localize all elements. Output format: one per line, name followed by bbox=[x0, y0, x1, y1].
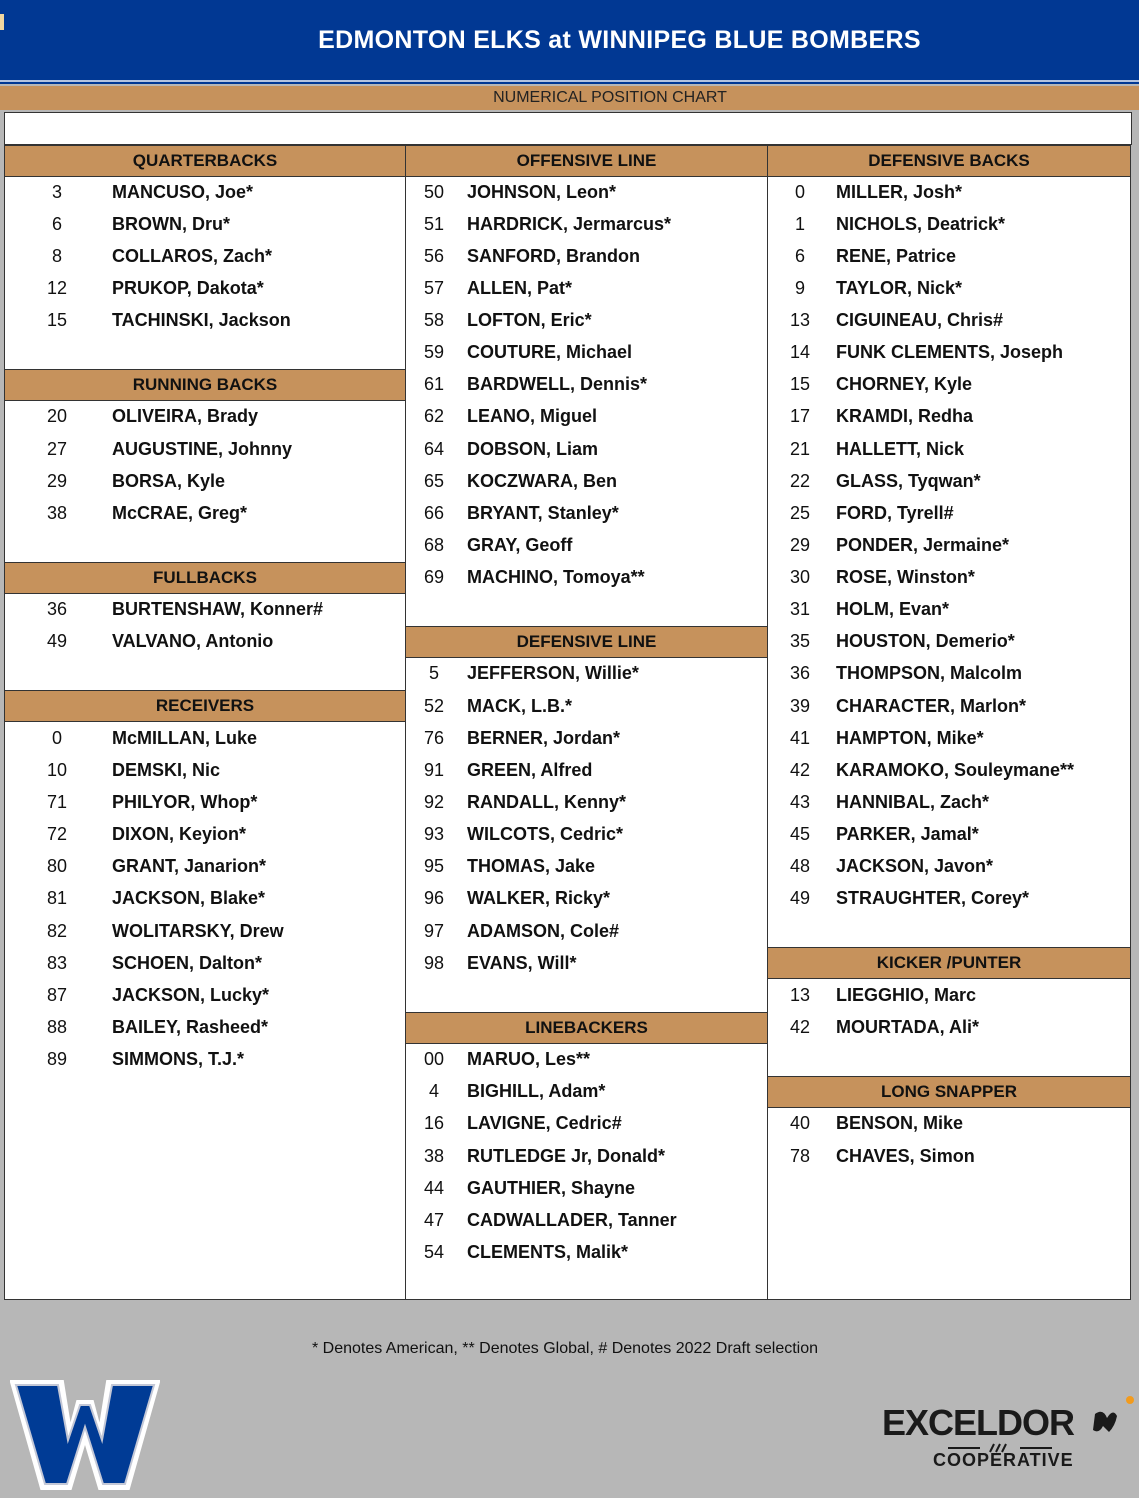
player-name: BENSON, Mike bbox=[836, 1113, 964, 1133]
player-number: 96 bbox=[423, 888, 445, 908]
player-number: 30 bbox=[789, 567, 811, 587]
player-name: SIMMONS, T.J.* bbox=[112, 1049, 245, 1069]
player-row bbox=[5, 1013, 405, 1043]
player-row bbox=[768, 820, 1130, 850]
player-row bbox=[5, 1045, 405, 1075]
player-name: FUNK CLEMENTS, Joseph bbox=[836, 342, 1064, 362]
player-number: 65 bbox=[423, 471, 445, 491]
player-name: LEANO, Miguel bbox=[467, 406, 597, 426]
player-name: WILCOTS, Cedric* bbox=[467, 824, 624, 844]
player-name: LAVIGNE, Cedric# bbox=[467, 1113, 622, 1133]
player-row bbox=[406, 949, 767, 979]
player-row bbox=[406, 820, 767, 850]
column-left bbox=[4, 144, 406, 1300]
player-name: GRAY, Geoff bbox=[467, 535, 573, 555]
player-row bbox=[5, 788, 405, 818]
column-right bbox=[767, 144, 1131, 1300]
player-number: 87 bbox=[46, 985, 68, 1005]
player-row bbox=[406, 435, 767, 465]
player-row bbox=[5, 627, 405, 657]
player-row bbox=[5, 402, 405, 432]
player-number: 10 bbox=[46, 760, 68, 780]
player-name: McCRAE, Greg* bbox=[112, 503, 248, 523]
player-row bbox=[768, 756, 1130, 786]
player-row bbox=[768, 627, 1130, 657]
player-name: EVANS, Will* bbox=[467, 953, 577, 973]
player-number: 38 bbox=[423, 1146, 445, 1166]
player-name: VALVANO, Antonio bbox=[112, 631, 274, 651]
player-number: 3 bbox=[51, 182, 62, 202]
player-name: MARUO, Les** bbox=[467, 1049, 591, 1069]
player-name: TACHINSKI, Jackson bbox=[112, 310, 291, 330]
player-number: 93 bbox=[423, 824, 445, 844]
player-name: DIXON, Keyion* bbox=[112, 824, 247, 844]
player-name: HOUSTON, Demerio* bbox=[836, 631, 1015, 651]
player-name: OLIVEIRA, Brady bbox=[112, 406, 259, 426]
player-row bbox=[768, 306, 1130, 336]
player-name: GRANT, Janarion* bbox=[112, 856, 267, 876]
player-row bbox=[406, 1238, 767, 1268]
player-number: 47 bbox=[423, 1210, 445, 1230]
player-number: 6 bbox=[794, 246, 805, 266]
player-name: MOURTADA, Ali* bbox=[836, 1017, 979, 1037]
player-row bbox=[768, 692, 1130, 722]
player-row bbox=[406, 467, 767, 497]
player-row bbox=[406, 1109, 767, 1139]
player-name: DEMSKI, Nic bbox=[112, 760, 221, 780]
player-name: BIGHILL, Adam* bbox=[467, 1081, 606, 1101]
player-name: LOFTON, Eric* bbox=[467, 310, 592, 330]
player-row bbox=[768, 852, 1130, 882]
player-number: 25 bbox=[789, 503, 811, 523]
sponsor-subtitle: COOPERATIVE bbox=[933, 1450, 1074, 1470]
player-row bbox=[768, 435, 1130, 465]
player-number: 29 bbox=[789, 535, 811, 555]
player-number: 0 bbox=[51, 728, 62, 748]
player-number: 8 bbox=[51, 246, 62, 266]
player-row bbox=[406, 884, 767, 914]
player-name: TAYLOR, Nick* bbox=[836, 278, 963, 298]
player-number: 72 bbox=[46, 824, 68, 844]
player-row bbox=[5, 467, 405, 497]
player-row bbox=[406, 563, 767, 593]
player-row bbox=[406, 274, 767, 304]
player-name: JOHNSON, Leon* bbox=[467, 182, 617, 202]
player-name: BAILEY, Rasheed* bbox=[112, 1017, 269, 1037]
player-row bbox=[5, 210, 405, 240]
player-name: ALLEN, Pat* bbox=[467, 278, 573, 298]
player-row bbox=[406, 1174, 767, 1204]
player-number: 51 bbox=[423, 214, 445, 234]
player-name: GLASS, Tyqwan* bbox=[836, 471, 981, 491]
player-row bbox=[406, 531, 767, 561]
player-row bbox=[406, 788, 767, 818]
player-row bbox=[768, 724, 1130, 754]
player-row bbox=[406, 338, 767, 368]
player-name: BARDWELL, Dennis* bbox=[467, 374, 647, 394]
player-row bbox=[406, 1045, 767, 1075]
player-number: 68 bbox=[423, 535, 445, 555]
player-row bbox=[406, 756, 767, 786]
subheader-bar bbox=[0, 86, 1139, 110]
player-name: GREEN, Alfred bbox=[467, 760, 593, 780]
player-name: BURTENSHAW, Konner# bbox=[112, 599, 324, 619]
player-name: BERNER, Jordan* bbox=[467, 728, 621, 748]
player-row bbox=[768, 467, 1130, 497]
player-row bbox=[5, 820, 405, 850]
section-header: KICKER /PUNTER bbox=[768, 947, 1130, 979]
player-name: MACHINO, Tomoya** bbox=[467, 567, 645, 587]
player-number: 15 bbox=[789, 374, 811, 394]
player-name: DOBSON, Liam bbox=[467, 439, 599, 459]
player-number: 15 bbox=[46, 310, 68, 330]
player-number: 39 bbox=[789, 696, 811, 716]
player-row bbox=[5, 595, 405, 625]
player-name: THOMAS, Jake bbox=[467, 856, 596, 876]
player-row bbox=[406, 724, 767, 754]
player-number: 80 bbox=[46, 856, 68, 876]
player-row bbox=[406, 402, 767, 432]
player-row bbox=[768, 178, 1130, 208]
player-number: 56 bbox=[423, 246, 445, 266]
section-header: DEFENSIVE BACKS bbox=[768, 145, 1130, 177]
player-name: RANDALL, Kenny* bbox=[467, 792, 627, 812]
sponsor-name: EXCELDOR bbox=[882, 1402, 1075, 1443]
player-name: RUTLEDGE Jr, Donald* bbox=[467, 1146, 666, 1166]
player-name: ADAMSON, Cole# bbox=[467, 921, 620, 941]
player-row bbox=[5, 884, 405, 914]
player-name: SANFORD, Brandon bbox=[467, 246, 640, 266]
player-number: 66 bbox=[423, 503, 445, 523]
player-name: HAMPTON, Mike* bbox=[836, 728, 984, 748]
player-name: JACKSON, Javon* bbox=[836, 856, 994, 876]
player-number: 91 bbox=[423, 760, 445, 780]
player-row bbox=[5, 435, 405, 465]
player-row bbox=[5, 274, 405, 304]
player-number: 48 bbox=[789, 856, 811, 876]
player-row bbox=[768, 1142, 1130, 1172]
player-row bbox=[5, 981, 405, 1011]
header-rule bbox=[0, 80, 1139, 82]
player-row bbox=[768, 659, 1130, 689]
player-row bbox=[768, 274, 1130, 304]
player-number: 44 bbox=[423, 1178, 445, 1198]
player-number: 36 bbox=[789, 663, 811, 683]
player-name: CHAVES, Simon bbox=[836, 1146, 975, 1166]
player-number: 82 bbox=[46, 921, 68, 941]
player-name: HALLETT, Nick bbox=[836, 439, 965, 459]
player-row bbox=[5, 242, 405, 272]
player-number: 27 bbox=[46, 439, 68, 459]
player-number: 97 bbox=[423, 921, 445, 941]
player-number: 98 bbox=[423, 953, 445, 973]
player-number: 21 bbox=[789, 439, 811, 459]
player-number: 6 bbox=[51, 214, 62, 234]
column-middle bbox=[405, 144, 768, 1300]
exceldor-rooster-logo-icon bbox=[880, 1392, 1135, 1487]
player-row bbox=[406, 1206, 767, 1236]
player-row bbox=[5, 306, 405, 336]
player-number: 41 bbox=[789, 728, 811, 748]
player-number: 95 bbox=[423, 856, 445, 876]
player-number: 4 bbox=[428, 1081, 439, 1101]
player-name: BROWN, Dru* bbox=[112, 214, 230, 234]
player-row bbox=[768, 595, 1130, 625]
blank-row bbox=[4, 112, 1132, 145]
player-number: 88 bbox=[46, 1017, 68, 1037]
player-number: 54 bbox=[423, 1242, 445, 1262]
player-number: 17 bbox=[789, 406, 811, 426]
player-name: PONDER, Jermaine* bbox=[836, 535, 1010, 555]
player-number: 36 bbox=[46, 599, 68, 619]
player-name: COLLAROS, Zach* bbox=[112, 246, 273, 266]
player-number: 69 bbox=[423, 567, 445, 587]
player-row bbox=[768, 788, 1130, 818]
player-row bbox=[768, 402, 1130, 432]
player-number: 49 bbox=[46, 631, 68, 651]
section-header: OFFENSIVE LINE bbox=[406, 145, 767, 177]
player-name: WOLITARSKY, Drew bbox=[112, 921, 284, 941]
player-name: MANCUSO, Joe* bbox=[112, 182, 254, 202]
section-header: DEFENSIVE LINE bbox=[406, 626, 767, 658]
player-number: 0 bbox=[794, 182, 805, 202]
player-number: 5 bbox=[428, 663, 439, 683]
player-number: 50 bbox=[423, 182, 445, 202]
player-number: 59 bbox=[423, 342, 445, 362]
section-header: LONG SNAPPER bbox=[768, 1076, 1130, 1108]
player-name: HANNIBAL, Zach* bbox=[836, 792, 990, 812]
player-number: 58 bbox=[423, 310, 445, 330]
player-number: 12 bbox=[46, 278, 68, 298]
player-number: 76 bbox=[423, 728, 445, 748]
player-name: JACKSON, Lucky* bbox=[112, 985, 270, 1005]
player-name: KRAMDI, Redha bbox=[836, 406, 974, 426]
player-number: 22 bbox=[789, 471, 811, 491]
player-row bbox=[406, 659, 767, 689]
player-name: KARAMOKO, Souleymane** bbox=[836, 760, 1075, 780]
player-name: JEFFERSON, Willie* bbox=[467, 663, 639, 683]
player-name: MILLER, Josh* bbox=[836, 182, 963, 202]
player-row bbox=[406, 1142, 767, 1172]
player-row bbox=[5, 178, 405, 208]
winnipeg-w-logo-icon bbox=[10, 1380, 160, 1490]
player-number: 31 bbox=[789, 599, 811, 619]
player-name: HARDRICK, Jermarcus* bbox=[467, 214, 672, 234]
player-name: LIEGGHIO, Marc bbox=[836, 985, 977, 1005]
player-row bbox=[406, 370, 767, 400]
player-number: 43 bbox=[789, 792, 811, 812]
player-name: PRUKOP, Dakota* bbox=[112, 278, 264, 298]
player-number: 16 bbox=[423, 1113, 445, 1133]
player-row bbox=[5, 724, 405, 754]
player-row bbox=[5, 756, 405, 786]
player-name: PARKER, Jamal* bbox=[836, 824, 979, 844]
player-number: 89 bbox=[46, 1049, 68, 1069]
player-number: 35 bbox=[789, 631, 811, 651]
player-row bbox=[406, 178, 767, 208]
player-name: BORSA, Kyle bbox=[112, 471, 226, 491]
player-row bbox=[5, 499, 405, 529]
player-number: 92 bbox=[423, 792, 445, 812]
player-number: 78 bbox=[789, 1146, 811, 1166]
player-number: 64 bbox=[423, 439, 445, 459]
player-number: 14 bbox=[789, 342, 811, 362]
player-row bbox=[768, 210, 1130, 240]
player-row bbox=[406, 306, 767, 336]
section-header: QUARTERBACKS bbox=[5, 145, 405, 177]
player-number: 57 bbox=[423, 278, 445, 298]
player-number: 42 bbox=[789, 1017, 811, 1037]
player-row bbox=[406, 852, 767, 882]
player-name: STRAUGHTER, Corey* bbox=[836, 888, 1030, 908]
player-row bbox=[768, 563, 1130, 593]
player-name: RENE, Patrice bbox=[836, 246, 957, 266]
player-row bbox=[768, 1109, 1130, 1139]
player-name: CADWALLADER, Tanner bbox=[467, 1210, 677, 1230]
player-number: 62 bbox=[423, 406, 445, 426]
player-row bbox=[406, 210, 767, 240]
player-number: 42 bbox=[789, 760, 811, 780]
player-number: 49 bbox=[789, 888, 811, 908]
player-row bbox=[406, 917, 767, 947]
player-name: SCHOEN, Dalton* bbox=[112, 953, 263, 973]
page-title: EDMONTON ELKS at WINNIPEG BLUE BOMBERS bbox=[318, 26, 921, 54]
player-name: COUTURE, Michael bbox=[467, 342, 633, 362]
player-row bbox=[406, 499, 767, 529]
player-row bbox=[768, 242, 1130, 272]
section-header: RUNNING BACKS bbox=[5, 369, 405, 401]
player-name: KOCZWARA, Ben bbox=[467, 471, 617, 491]
player-number: 71 bbox=[46, 792, 68, 812]
player-number: 81 bbox=[46, 888, 68, 908]
player-row bbox=[768, 531, 1130, 561]
player-row bbox=[768, 1013, 1130, 1043]
player-row bbox=[768, 884, 1130, 914]
player-name: JACKSON, Blake* bbox=[112, 888, 266, 908]
player-number: 52 bbox=[423, 696, 445, 716]
player-name: CHORNEY, Kyle bbox=[836, 374, 973, 394]
player-row bbox=[406, 692, 767, 722]
player-number: 1 bbox=[794, 214, 805, 234]
player-number: 83 bbox=[46, 953, 68, 973]
player-row bbox=[768, 499, 1130, 529]
player-name: MACK, L.B.* bbox=[467, 696, 572, 716]
section-header: FULLBACKS bbox=[5, 562, 405, 594]
player-number: 45 bbox=[789, 824, 811, 844]
player-number: 13 bbox=[789, 985, 811, 1005]
player-row bbox=[5, 852, 405, 882]
player-number: 40 bbox=[789, 1113, 811, 1133]
player-row bbox=[768, 338, 1130, 368]
player-number: 9 bbox=[794, 278, 805, 298]
player-number: 38 bbox=[46, 503, 68, 523]
player-name: FORD, Tyrell# bbox=[836, 503, 954, 523]
player-number: 61 bbox=[423, 374, 445, 394]
player-name: HOLM, Evan* bbox=[836, 599, 950, 619]
player-row bbox=[5, 917, 405, 947]
player-name: AUGUSTINE, Johnny bbox=[112, 439, 293, 459]
player-row bbox=[406, 242, 767, 272]
player-name: BRYANT, Stanley* bbox=[467, 503, 619, 523]
player-number: 20 bbox=[46, 406, 68, 426]
player-name: PHILYOR, Whop* bbox=[112, 792, 258, 812]
player-row bbox=[768, 981, 1130, 1011]
player-number: 00 bbox=[423, 1049, 445, 1069]
subheader-title: NUMERICAL POSITION CHART bbox=[493, 89, 727, 106]
player-number: 13 bbox=[789, 310, 811, 330]
player-number: 29 bbox=[46, 471, 68, 491]
section-header: RECEIVERS bbox=[5, 690, 405, 722]
player-name: WALKER, Ricky* bbox=[467, 888, 611, 908]
player-name: GAUTHIER, Shayne bbox=[467, 1178, 636, 1198]
page-header bbox=[0, 0, 1139, 84]
player-name: CIGUINEAU, Chris# bbox=[836, 310, 1004, 330]
player-name: THOMPSON, Malcolm bbox=[836, 663, 1023, 683]
player-name: ROSE, Winston* bbox=[836, 567, 975, 587]
player-name: NICHOLS, Deatrick* bbox=[836, 214, 1006, 234]
player-name: McMILLAN, Luke bbox=[112, 728, 258, 748]
player-name: CLEMENTS, Malik* bbox=[467, 1242, 629, 1262]
player-name: CHARACTER, Marlon* bbox=[836, 696, 1027, 716]
legend-footnote: * Denotes American, ** Denotes Global, # Denotes 2022 Draft selection bbox=[311, 1340, 819, 1357]
player-row bbox=[5, 949, 405, 979]
player-row bbox=[406, 1077, 767, 1107]
player-row bbox=[768, 370, 1130, 400]
section-header: LINEBACKERS bbox=[406, 1012, 767, 1044]
